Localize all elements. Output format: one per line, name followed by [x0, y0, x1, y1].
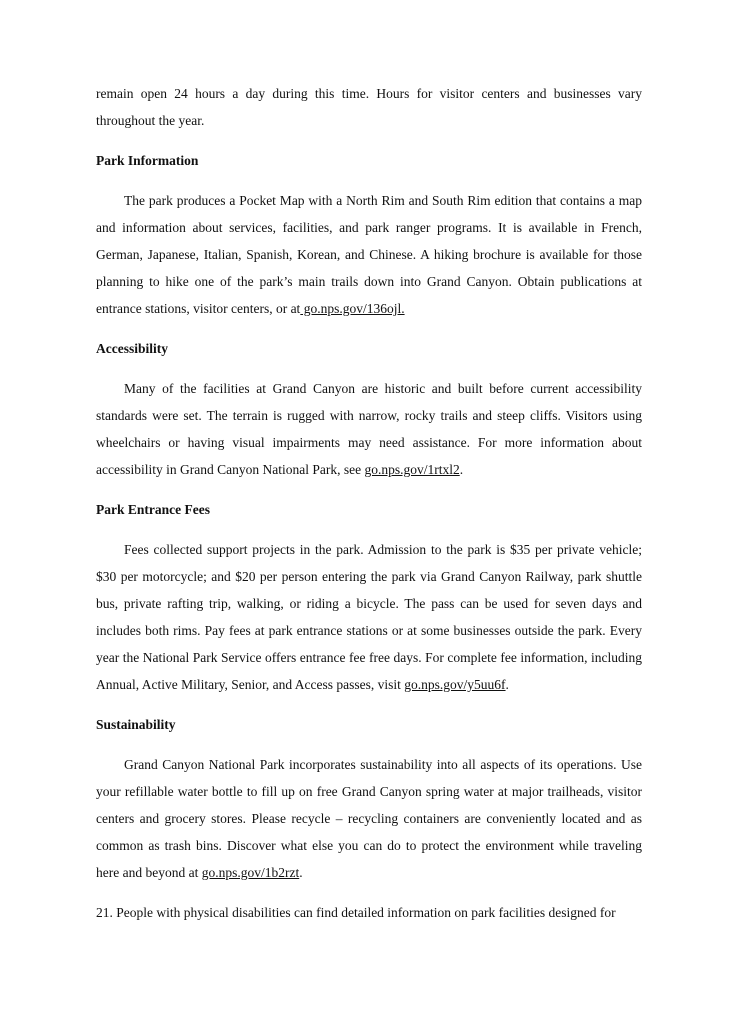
sustainability-link[interactable]: go.nps.gov/1b2rzt — [201, 865, 300, 880]
accessibility-link[interactable]: go.nps.gov/1rtxl2 — [364, 462, 460, 477]
fees-text: Fees collected support projects in the park. Admission to the park is $35 per private vehicle; $30 per motorcycle; and $20 per person entering the park via Grand Canyon Railway, park shuttle bus, private rafting trip, walking, or riding a bicycle. The pass can be used for seven days and includes both rims. Pay fees at park entrance stations or at some businesses outside the park. Every year the National Park Service offers entrance fee free days. For complete fee information, including Annual, Active Military, Senior, and Access passes, visit — [96, 542, 642, 692]
fees-period: . — [505, 677, 509, 692]
park-information-link[interactable]: go.nps.gov/136ojl. — [300, 301, 405, 316]
fees-paragraph — [96, 536, 642, 698]
sustainability-period: . — [299, 865, 303, 880]
park-information-paragraph — [96, 187, 642, 322]
intro-paragraph: remain open 24 hours a day during this time. Hours for visitor centers and businesses vary throughout the year. — [96, 86, 642, 128]
fees-link[interactable]: go.nps.gov/y5uu6f — [404, 677, 506, 692]
heading-sustainability: Sustainability — [96, 717, 176, 732]
accessibility-text: Many of the facilities at Grand Canyon are historic and built before current accessibility standards were set. The terrain is rugged with narrow, rocky trails and steep cliffs. Visitors using wheelchairs or having visual impairments may need assistance. For more information about accessibility in Grand Canyon National Park, see — [96, 381, 642, 477]
park-information-text: The park produces a Pocket Map with a North Rim and South Rim edition that contains a map and information about services, facilities, and park ranger programs. It is available in French, German, Japanese, Italian, Spanish, Korean, and Chinese. A hiking brochure is available for those planning to hike one of the park’s main trails down into Grand Canyon. Obtain publications at entrance stations, visitor centers, or at — [96, 193, 642, 316]
sustainability-text: Grand Canyon National Park incorporates sustainability into all aspects of its operations. Use your refillable water bottle to fill up on free Grand Canyon spring water at major trailheads, visitor centers and grocery stores. Please recycle – recycling containers are conveniently located and as common as trash bins. Discover what else you can do to protect the environment while traveling here and beyond at — [96, 757, 642, 880]
question-21: 21. People with physical disabilities can find detailed information on park facilities designed for — [96, 905, 616, 920]
heading-park-information: Park Information — [96, 153, 199, 168]
accessibility-period: . — [459, 462, 464, 477]
accessibility-paragraph — [96, 375, 642, 483]
document-page — [96, 80, 642, 926]
sustainability-paragraph — [96, 751, 642, 886]
heading-accessibility: Accessibility — [96, 341, 168, 356]
heading-park-entrance-fees: Park Entrance Fees — [96, 502, 210, 517]
